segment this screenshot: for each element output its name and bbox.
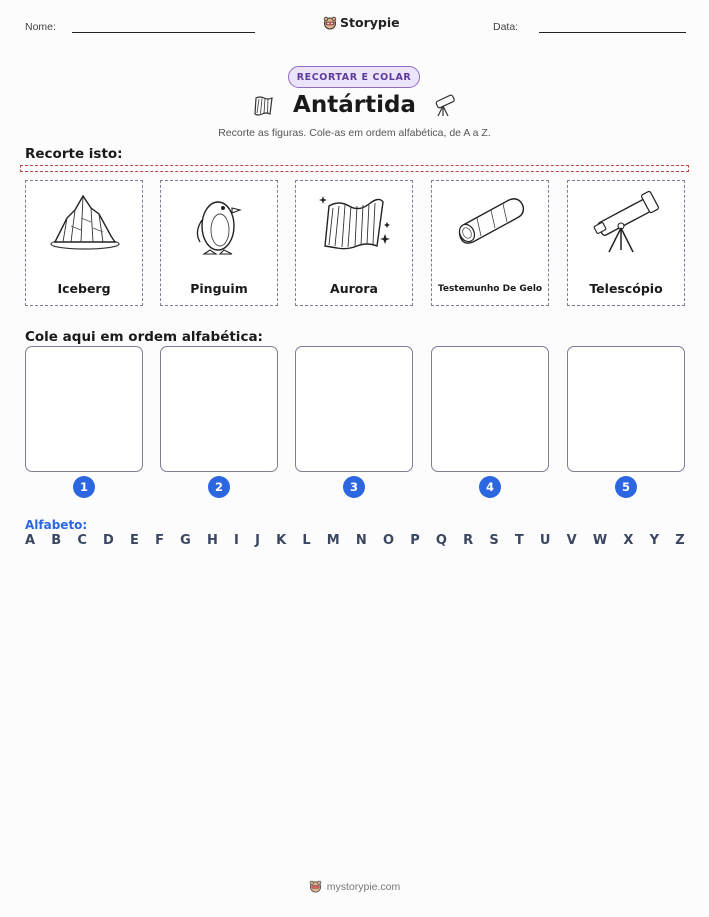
order-number: 3 bbox=[343, 476, 365, 498]
storypie-mascot-icon bbox=[309, 880, 322, 893]
order-number: 4 bbox=[479, 476, 501, 498]
cut-card-telescopio[interactable] bbox=[567, 180, 685, 306]
footer-url[interactable]: mystorypie.com bbox=[326, 880, 401, 893]
alphabet-letter: C bbox=[77, 533, 87, 548]
ice-core-icon bbox=[451, 188, 531, 258]
paste-box-2[interactable] bbox=[160, 346, 278, 472]
alphabet-letter: V bbox=[566, 533, 577, 548]
alphabet-letter: K bbox=[276, 533, 287, 548]
alphabet-letter: S bbox=[489, 533, 499, 548]
name-line[interactable] bbox=[72, 32, 255, 33]
penguin-icon bbox=[180, 188, 260, 258]
telescope-icon bbox=[587, 188, 667, 258]
paste-box-3[interactable] bbox=[295, 346, 413, 472]
brand-name: Storypie bbox=[340, 15, 400, 30]
storypie-mascot-icon bbox=[323, 16, 337, 30]
name-label: Nome: bbox=[25, 21, 56, 33]
alphabet-letter: R bbox=[463, 533, 474, 548]
alphabet-letter: Q bbox=[435, 533, 447, 548]
alphabet-letter: T bbox=[514, 533, 524, 548]
activity-badge: RECORTAR E COLAR bbox=[288, 66, 420, 88]
cut-card-aurora[interactable] bbox=[295, 180, 413, 306]
alphabet-letter: M bbox=[326, 533, 340, 548]
cut-heading: Recorte isto: bbox=[25, 146, 123, 162]
paste-box-1[interactable] bbox=[25, 346, 143, 472]
date-label: Data: bbox=[493, 21, 519, 33]
alphabet-letter: Z bbox=[675, 533, 685, 548]
iceberg-icon bbox=[45, 188, 125, 258]
alphabet-letter: Y bbox=[649, 533, 660, 548]
aurora-icon bbox=[252, 94, 276, 118]
telescope-icon bbox=[430, 92, 460, 118]
page-title bbox=[0, 92, 709, 118]
cut-card-iceberg[interactable] bbox=[25, 180, 143, 306]
alphabet-letter: D bbox=[103, 533, 114, 548]
paste-box-4[interactable] bbox=[431, 346, 549, 472]
alphabet-letter: I bbox=[234, 533, 239, 548]
paste-heading: Cole aqui em ordem alfabética: bbox=[25, 329, 263, 345]
order-number: 1 bbox=[73, 476, 95, 498]
alphabet-letter: G bbox=[180, 533, 191, 548]
date-line[interactable] bbox=[539, 32, 686, 33]
cut-line bbox=[20, 165, 689, 172]
card-label: Iceberg bbox=[57, 281, 111, 296]
order-number: 2 bbox=[208, 476, 230, 498]
card-label: Telescópio bbox=[589, 281, 663, 296]
card-label: Pinguim bbox=[190, 281, 248, 296]
alphabet-heading: Alfabeto: bbox=[25, 518, 88, 532]
instructions: Recorte as figuras. Cole-as em ordem alfabética, de A a Z. bbox=[218, 127, 491, 139]
alphabet-letter: J bbox=[255, 533, 260, 548]
alphabet-letter: W bbox=[592, 533, 608, 548]
alphabet-letter: N bbox=[355, 533, 367, 548]
order-number: 5 bbox=[615, 476, 637, 498]
cut-card-pinguim[interactable] bbox=[160, 180, 278, 306]
alphabet-letter: L bbox=[302, 533, 311, 548]
paste-box-5[interactable] bbox=[567, 346, 685, 472]
page-title-text: Antártida bbox=[293, 92, 416, 118]
alphabet-letter: B bbox=[51, 533, 62, 548]
alphabet-letter: A bbox=[25, 533, 36, 548]
alphabet-letter: P bbox=[410, 533, 420, 548]
alphabet-letter: F bbox=[155, 533, 164, 548]
brand-logo bbox=[323, 15, 400, 30]
aurora-icon bbox=[315, 188, 395, 258]
alphabet-letter: U bbox=[539, 533, 551, 548]
card-label: Testemunho De Gelo bbox=[437, 284, 543, 294]
cut-card-testemunho-de-gelo[interactable] bbox=[431, 180, 549, 306]
alphabet-letter: E bbox=[130, 533, 139, 548]
alphabet-row bbox=[25, 533, 685, 548]
alphabet-letter: H bbox=[206, 533, 218, 548]
alphabet-letter: O bbox=[382, 533, 395, 548]
card-label: Aurora bbox=[330, 281, 378, 296]
alphabet-letter: X bbox=[623, 533, 634, 548]
footer bbox=[0, 880, 709, 893]
